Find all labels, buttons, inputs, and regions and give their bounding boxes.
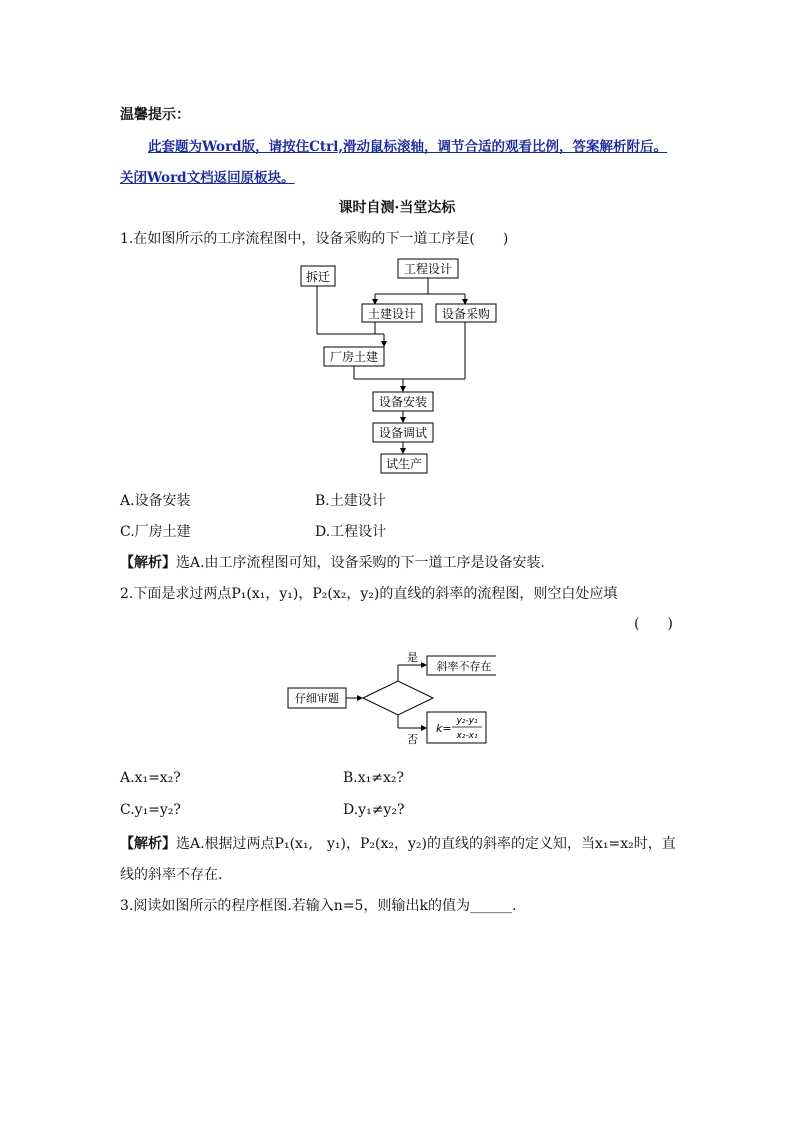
svg-text:设备调试: 设备调试: [378, 426, 428, 440]
q1-analysis: [120, 552, 545, 572]
node-shebei-anzhuang: [373, 392, 433, 411]
svg-text:仔细审题: 仔细审题: [295, 692, 339, 705]
svg-text:拆迁: 拆迁: [305, 270, 331, 284]
q1-flowchart: [290, 256, 510, 478]
svg-text:k=: k=: [436, 722, 452, 735]
node-shebei-caigou: [436, 304, 496, 322]
q2-option-d: D.y₁≠y₂?: [343, 802, 405, 818]
svg-text:x₂-x₁: x₂-x₁: [456, 731, 478, 741]
hint-line-1[interactable]: 此套题为Word版，请按住Ctrl,滑动鼠标滚轴，调节合适的观看比例，答案解析附后。: [148, 139, 668, 155]
node-chaiqian: [301, 266, 335, 286]
svg-text:厂房土建: 厂房土建: [329, 350, 379, 364]
q1-analysis-label: 【解析】: [120, 555, 176, 571]
q2-option-b: B.x₁≠x₂?: [343, 770, 404, 786]
node-shi-shengchan: [381, 454, 427, 473]
node-tujian-sheji: [362, 304, 422, 322]
q2-analysis-text-1: 选A.根据过两点P₁(x₁, y₁)，P₂(x₂，y₂)的直线的斜率的定义知，当x₁=x₂时，直: [176, 836, 676, 852]
svg-text:设备安装: 设备安装: [378, 395, 428, 409]
q2-analysis-label: 【解析】: [120, 836, 176, 852]
q2-stem: 2.下面是求过两点P₁(x₁，y₁)，P₂(x₂，y₂)的直线的斜率的流程图，则空白处应填: [120, 586, 618, 602]
q2-option-a: A.x₁=x₂?: [120, 770, 181, 786]
q2-slope-formula-box: [427, 712, 486, 743]
svg-text:土建设计: 土建设计: [367, 307, 417, 321]
hint-line-2[interactable]: 关闭Word文档返回原板块。: [120, 170, 295, 186]
node-shebei-tiaoshi: [373, 423, 433, 442]
node-changfang-tujian: [324, 347, 384, 366]
q1-stem: 1.在如图所示的工序流程图中，设备采购的下一道工序是( ): [120, 231, 509, 247]
q1-option-c: C.厂房土建: [120, 524, 191, 540]
q2-option-c: C.y₁=y₂?: [120, 802, 181, 818]
q1-option-b: B.土建设计: [315, 493, 386, 509]
svg-text:斜率不存在: 斜率不存在: [436, 660, 492, 673]
node-gongcheng-sheji: [398, 259, 458, 278]
q2-yes-label: 是: [407, 651, 418, 664]
svg-text:y₂-y₁: y₂-y₁: [456, 716, 478, 726]
q1-option-a: A.设备安装: [120, 493, 191, 509]
q1-option-d: D.工程设计: [315, 524, 387, 540]
svg-text:设备采购: 设备采购: [441, 307, 491, 321]
svg-text:试生产: 试生产: [385, 457, 423, 471]
q2-no-slope-box: [427, 656, 496, 675]
svg-text:工程设计: 工程设计: [403, 262, 453, 276]
q2-analysis-line-2: 线的斜率不存在.: [120, 867, 223, 883]
q2-answer-paren: ( ): [634, 616, 673, 632]
q1-analysis-text: 选A.由工序流程图可知，设备采购的下一道工序是设备安装.: [176, 555, 546, 571]
q2-no-label: 否: [407, 733, 418, 746]
q3-stem: 3.阅读如图所示的程序框图.若输入n=5，则输出k的值为______.: [120, 898, 517, 914]
q2-analysis: [120, 833, 676, 853]
section-title: 课时自测·当堂达标: [338, 200, 456, 216]
q2-flowchart: [286, 650, 496, 750]
hint-title: 温馨提示：: [120, 107, 190, 123]
q2-start-box: [288, 688, 346, 708]
q2-decision-diamond: [363, 681, 433, 715]
